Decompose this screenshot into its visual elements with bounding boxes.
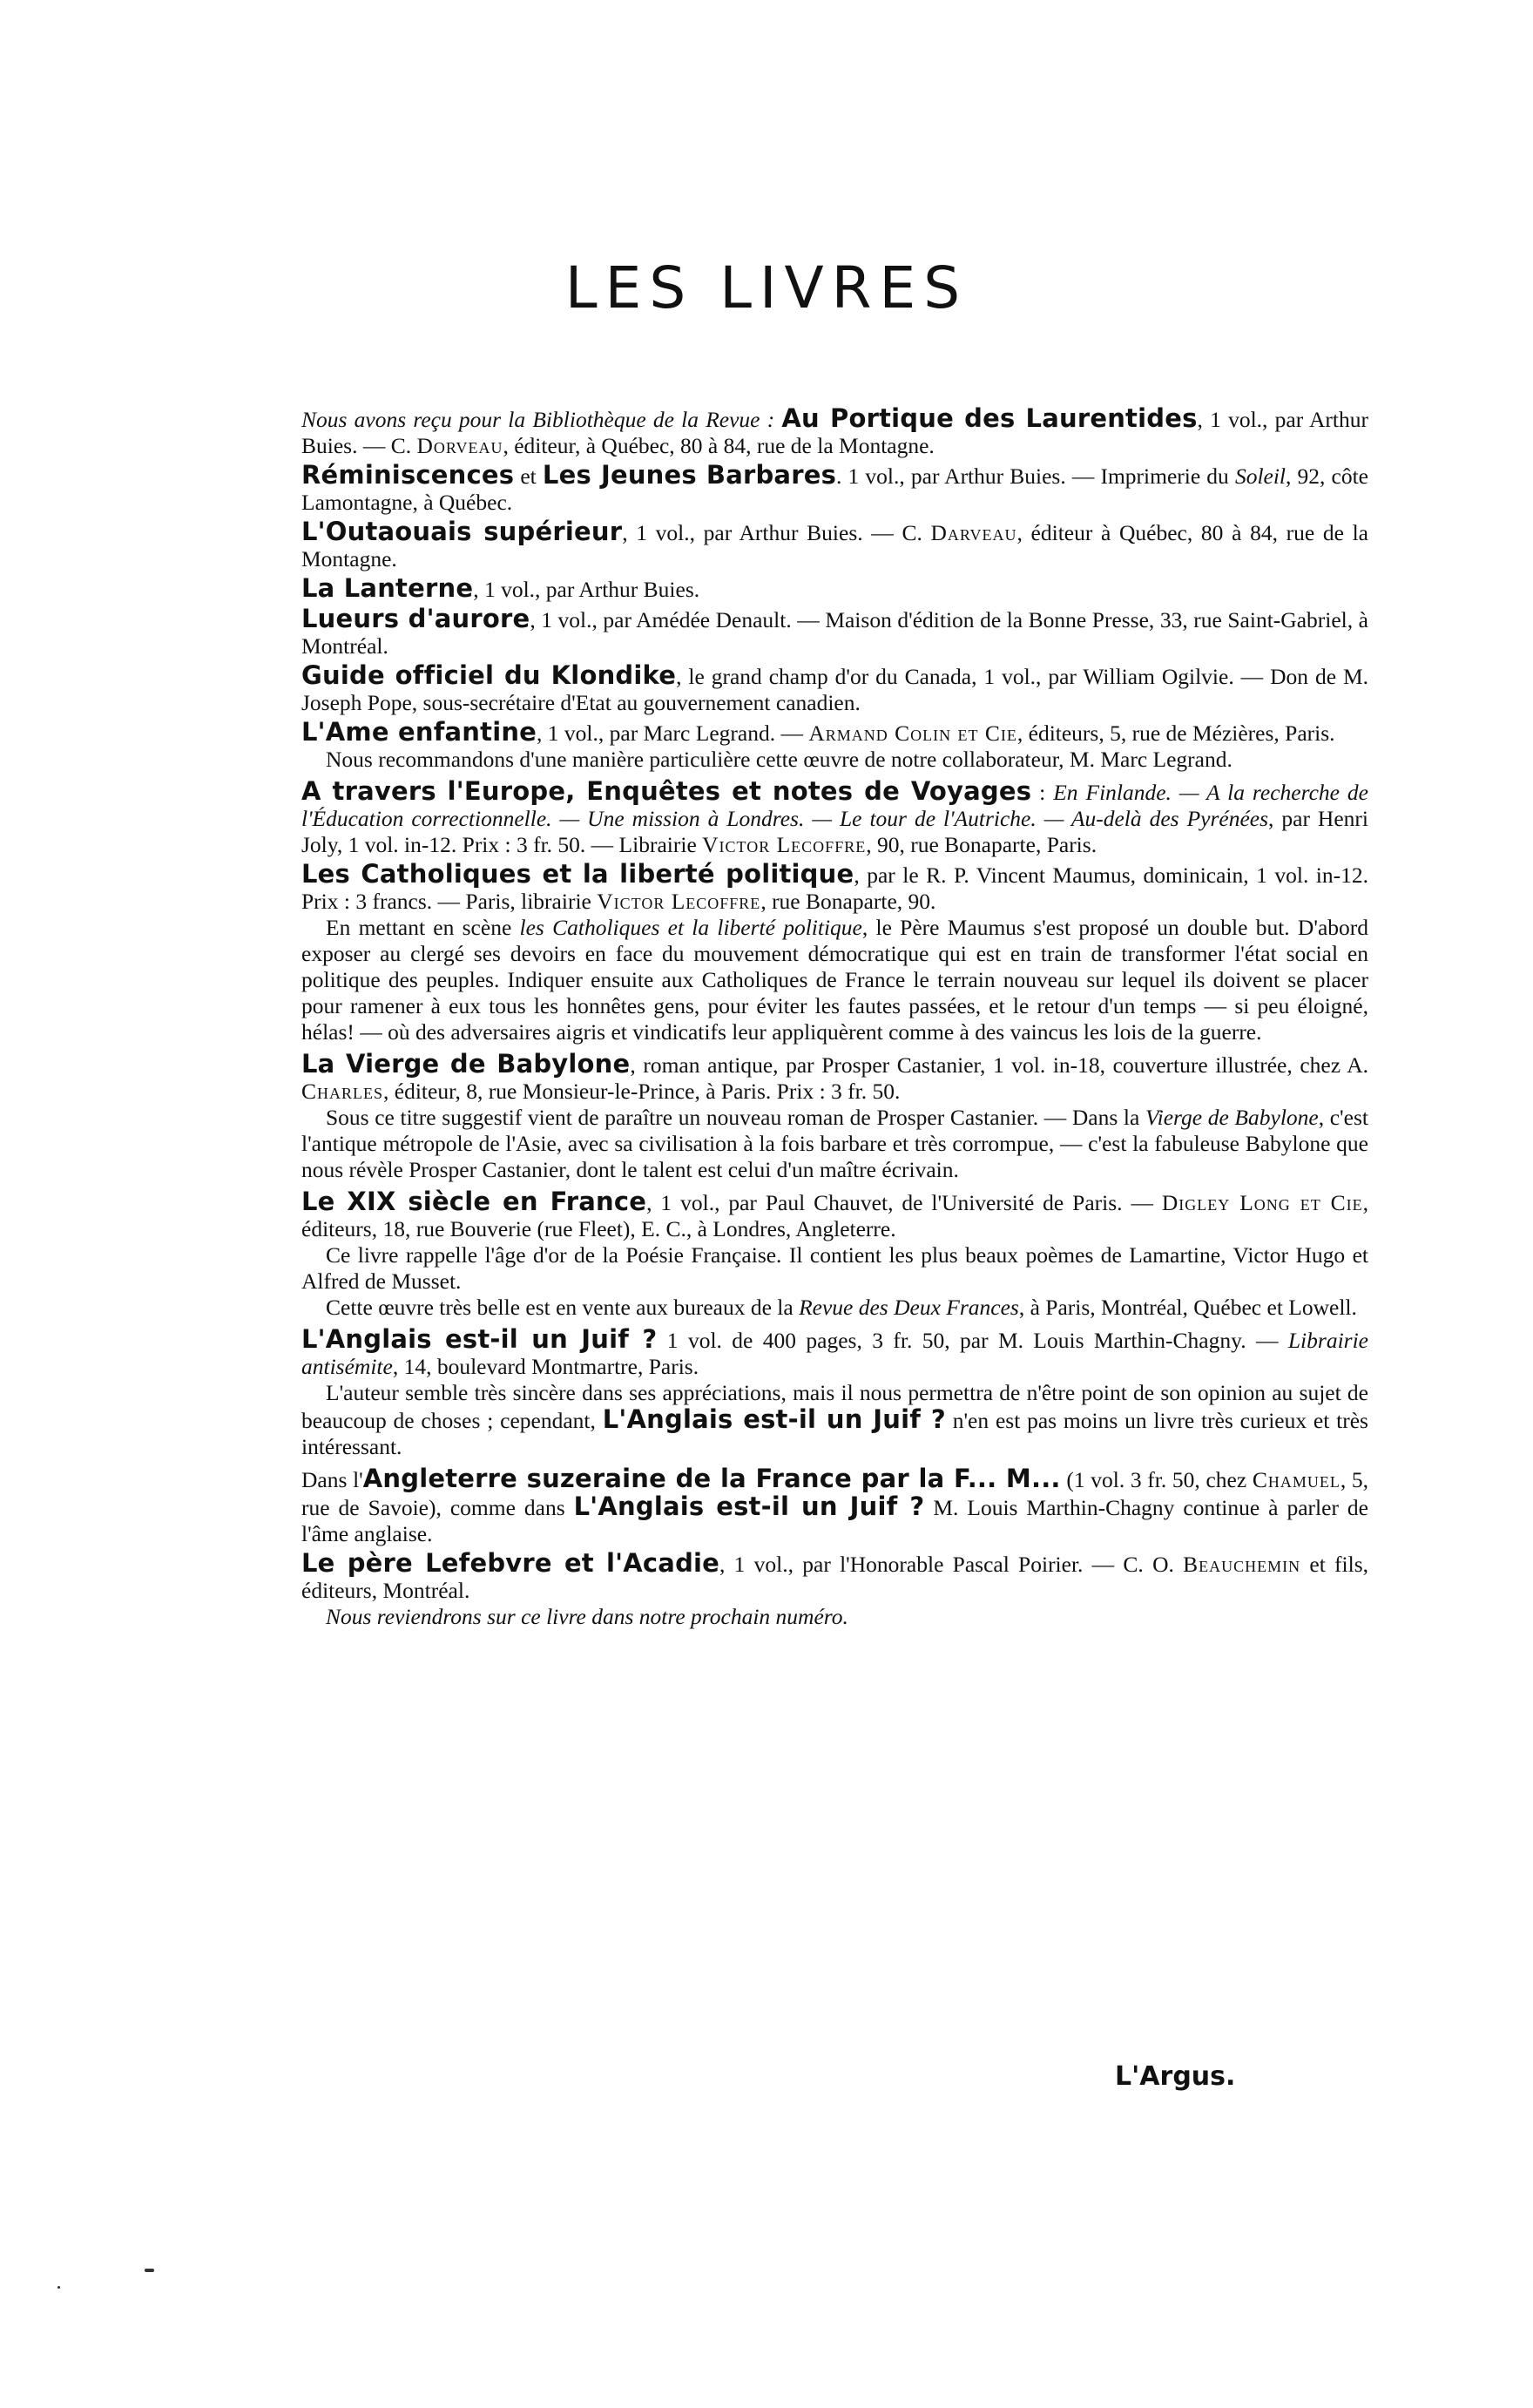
book-details: , 92, côte Lamontagne, à Québec.	[301, 463, 1368, 515]
book-details: et fils, éditeurs, Montréal.	[301, 1552, 1368, 1603]
print-speck	[145, 2269, 154, 2272]
book-title: L'Outaouais supérieur	[301, 517, 623, 546]
book-title: Les Jeunes Barbares	[542, 460, 837, 490]
book-details: , éditeur, 8, rue Monsieur-le-Prince, à Paris. Prix : 3 fr. 50.	[383, 1079, 901, 1104]
book-entry	[301, 719, 1368, 747]
review-paragraph	[301, 1380, 1368, 1460]
book-details: , éditeurs, 5, rue de Mézières, Paris.	[1016, 720, 1335, 746]
publisher-name: Dorveau	[416, 433, 503, 458]
book-details: . 1 vol., par Arthur Buies. — Imprimerie du	[836, 463, 1235, 489]
paragraph-text: Cette œuvre très belle est en vente aux bureaux de la	[326, 1295, 800, 1320]
review-paragraph	[301, 1105, 1368, 1183]
book-entry	[301, 1550, 1368, 1604]
italic-text: Revue des Deux Frances	[799, 1295, 1019, 1320]
italic-text: les Catholiques et la liberté politique	[519, 915, 862, 940]
book-title: L'Anglais est-il un Juif ?	[602, 1404, 946, 1434]
entry-intro: Nous avons reçu pour la Bibliothèque de la Revue :	[301, 407, 782, 432]
publisher-name: Chamuel	[1252, 1467, 1341, 1492]
book-list	[301, 405, 1368, 1630]
publisher-name: Darveau	[930, 520, 1017, 545]
book-title: Guide officiel du Klondike	[301, 660, 677, 690]
review-paragraph	[301, 915, 1368, 1045]
book-title: La Lanterne	[301, 573, 474, 603]
book-details: M. Louis Marthin-Chagny continue à parler de l'âme anglaise.	[301, 1495, 1368, 1546]
book-details: , 1 vol., par Arthur Buies.	[473, 577, 700, 602]
paragraph-text: n'en est pas moins un livre très curieux et très intéressant.	[301, 1408, 1368, 1459]
italic-text: Librairie antisémite	[301, 1328, 1368, 1379]
book-title: Le XIX siècle en France	[301, 1187, 647, 1216]
book-entry	[301, 861, 1368, 915]
paragraph-text: Sous ce titre suggestif vient de paraître un nouveau roman de Prosper Castanier. — Dans la	[326, 1105, 1145, 1130]
book-details: , rue Bonaparte, 90.	[760, 889, 936, 914]
book-entry	[301, 605, 1368, 659]
book-details: , 1 vol., par Arthur Buies. — C.	[622, 520, 931, 545]
review-paragraph: Ce livre rappelle l'âge d'or de la Poésie Française. Il contient les plus beaux poèmes de Lamartine, Victor Hugo et Alfred de Musset.	[301, 1242, 1368, 1294]
book-details: , roman antique, par Prosper Castanier, 1 vol. in-18, couverture illustrée, chez A.	[630, 1052, 1369, 1078]
book-details: , par le R. P. Vincent Maumus, dominicain, 1 vol. in-12. Prix : 3 francs. — Paris, librairie	[301, 862, 1368, 914]
paragraph-text: , à Paris, Montréal, Québec et Lowell.	[1018, 1295, 1357, 1320]
book-title: Le père Lefebvre et l'Acadie	[301, 1548, 720, 1578]
book-title: Angleterre suzeraine de la France par la F... M...	[362, 1464, 1061, 1493]
book-title: Au Portique des Laurentides	[781, 403, 1198, 433]
book-details: , éditeur, à Québec, 80 à 84, rue de la Montagne.	[503, 433, 935, 458]
book-entry	[301, 518, 1368, 572]
page-heading: LES LIVRES	[564, 254, 969, 321]
publisher-name: Charles	[301, 1079, 384, 1104]
book-title: Les Catholiques et la liberté politique	[301, 859, 854, 889]
print-speck	[57, 2286, 60, 2289]
book-title: Lueurs d'aurore	[301, 604, 530, 633]
book-entry	[301, 1326, 1368, 1380]
review-paragraph	[301, 1295, 1368, 1321]
book-details: , éditeurs, 18, rue Bouverie (rue Fleet), E. C., à Londres, Angleterre.	[301, 1190, 1368, 1241]
book-details: , 5, rue de Savoie), comme dans	[301, 1467, 1369, 1520]
italic-text: Soleil	[1234, 463, 1287, 489]
book-details: , éditeur à Québec, 80 à 84, rue de la Montagne.	[301, 520, 1368, 572]
book-details: Dans l'	[301, 1467, 363, 1492]
italic-text: Vierge de Babylone	[1145, 1105, 1319, 1130]
book-title: L'Anglais est-il un Juif ?	[301, 1324, 658, 1354]
book-details: , le grand champ d'or du Canada, 1 vol., par William Ogilvie. — Don de M. Joseph Pope, sous-secrétaire d'Etat au gouvernement canadien.	[301, 664, 1368, 715]
book-entry	[301, 405, 1368, 459]
signature: L'Argus.	[1115, 2061, 1236, 2092]
book-title: L'Anglais est-il un Juif ?	[573, 1491, 925, 1521]
book-details: (1 vol. 3 fr. 50, chez	[1060, 1467, 1253, 1492]
closing-note: Nous reviendrons sur ce livre dans notre prochain numéro.	[326, 1604, 848, 1629]
book-entry	[301, 462, 1368, 516]
book-details: , 1 vol., par Paul Chauvet, de l'Université de Paris. —	[646, 1190, 1162, 1215]
paragraph-text: L'auteur semble très sincère dans ses appréciations, mais il nous permettra de n'être point de son opinion au sujet de beaucoup de choses ; cependant,	[301, 1380, 1368, 1433]
publisher-name: Beauchemin	[1183, 1552, 1301, 1577]
book-entry	[301, 778, 1368, 858]
book-details: , 1 vol., par Amédée Denault. — Maison d'édition de la Bonne Presse, 33, rue Saint-Gabriel, à Montréal.	[301, 607, 1368, 659]
book-title: A travers l'Europe, Enquêtes et notes de Voyages	[301, 776, 1032, 806]
book-details: , par Henri Joly, 1 vol. in-12. Prix : 3 fr. 50. — Librairie	[301, 806, 1368, 857]
publisher-name: Victor Lecoffre	[597, 889, 761, 914]
book-details: , 90, rue Bonaparte, Paris.	[866, 832, 1097, 857]
book-details: :	[1031, 780, 1054, 805]
book-entry	[301, 575, 1368, 603]
book-title: La Vierge de Babylone	[301, 1049, 631, 1079]
paragraph-text: , le Père Maumus s'est proposé un double but. D'abord exposer au clergé ses devoirs en face du mouvement démocratique qui est en train de transformer l'état social en politique des peuples. Indiquer ensuite aux Catholiques de France le terrain nouveau sur lequel ils doivent se placer pour ramener à eux tous les honnêtes gens, pour éviter les fautes passées, et le retour d'un temps — si peu éloigné, hélas! — où des adversaires aigris et vindicatifs leur appliquèrent comme à des vaincus les lois de la guerre.	[301, 915, 1369, 1045]
italic-text: En Finlande. — A la recherche de l'Éducation correctionnelle. — Une mission à Londres. — Le tour de l'Autriche. — Au-delà des Pyrénées	[301, 780, 1368, 831]
book-details: , 1 vol., par l'Honorable Pascal Poirier. — C. O.	[719, 1552, 1184, 1577]
book-details: , 1 vol., par Arthur Buies. — C.	[301, 407, 1368, 458]
book-title: Réminiscences	[301, 460, 515, 490]
paragraph-text: En mettant en scène	[326, 915, 520, 940]
book-details: , 1 vol., par Marc Legrand. —	[537, 720, 809, 746]
publisher-name: Digley Long et Cie	[1161, 1190, 1363, 1215]
conjunction: et	[514, 463, 543, 489]
book-details: , 14, boulevard Montmartre, Paris.	[392, 1354, 699, 1379]
review-paragraph: Nous recommandons d'une manière particulière cette œuvre de notre collaborateur, M. Marc Legrand.	[326, 747, 1232, 772]
book-details: 1 vol. de 400 pages, 3 fr. 50, par M. Louis Marthin-Chagny. —	[657, 1328, 1288, 1353]
publisher-name: Victor Lecoffre	[702, 832, 867, 857]
book-entry	[301, 1188, 1368, 1242]
book-title: L'Ame enfantine	[301, 717, 537, 747]
book-entry	[301, 662, 1368, 716]
paragraph-text: , c'est l'antique métropole de l'Asie, avec sa civilisation à la fois barbare et très corrompue, — c'est la fabuleuse Babylone que nous révèle Prosper Castanier, dont le talent est celui d'un maître écrivain.	[301, 1105, 1368, 1182]
book-entry	[301, 1051, 1368, 1105]
book-entry	[301, 1465, 1368, 1547]
publisher-name: Armand Colin et Cie	[808, 720, 1017, 746]
